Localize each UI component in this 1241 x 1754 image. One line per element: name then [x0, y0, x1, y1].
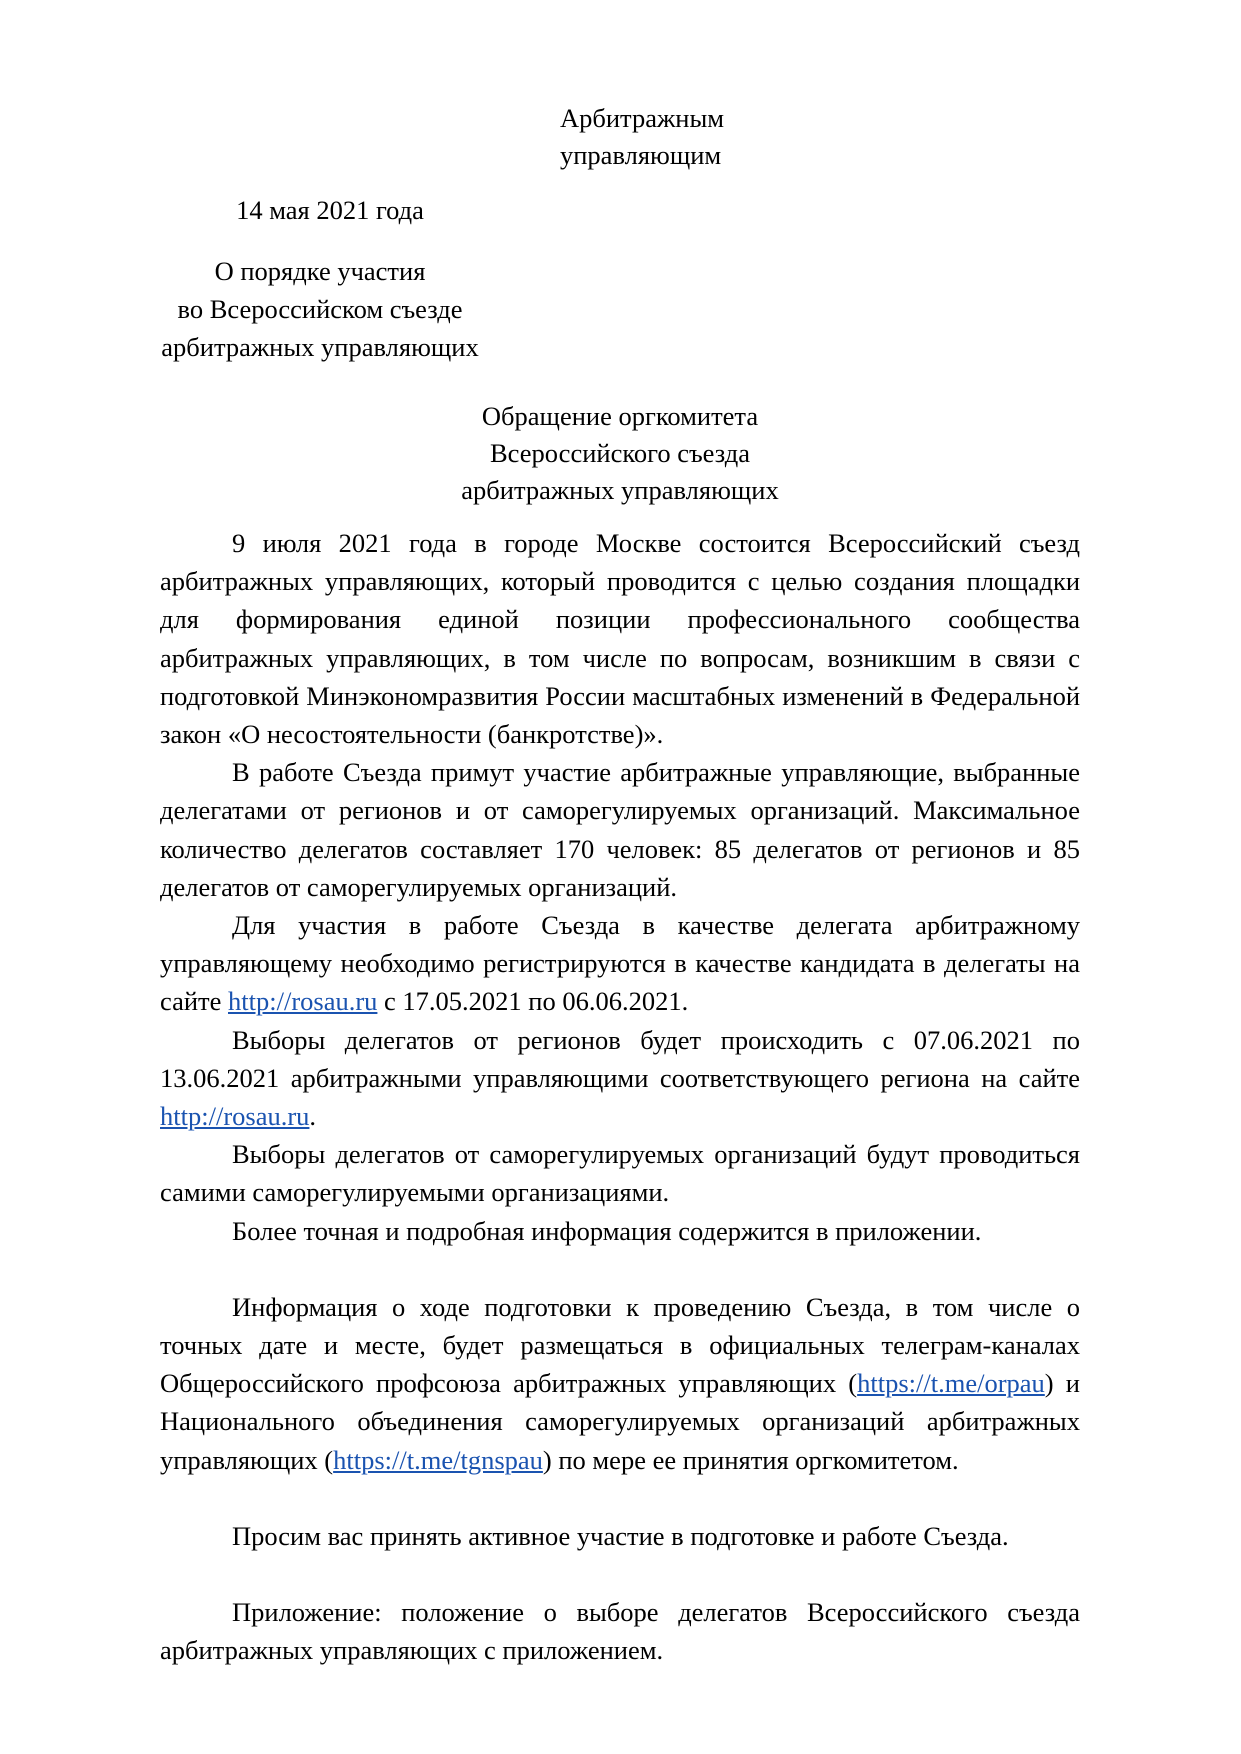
addressee-line-1: Арбитражным	[560, 103, 725, 133]
subject-block	[110, 252, 530, 366]
title-line-1: Обращение оргкомитета	[481, 401, 759, 431]
paragraph-4-text-before: Выборы делегатов от регионов будет происходить с 07.06.2021 по 13.06.2021 арбитражными управляющими соответствующего региона на сайте	[160, 1024, 1080, 1093]
subject-line-2: во Всероссийском съезде	[177, 294, 463, 324]
addressee-block	[560, 100, 920, 174]
paragraph-3-text-after: с 17.05.2021 по 06.06.2021.	[377, 986, 689, 1017]
paragraph-8: Просим вас принять активное участие в подготовке и работе Съезда.	[232, 1520, 1009, 1551]
paragraph-7-text-1: Информация о ходе подготовки к проведению Съезда, в том числе о точных дате и месте, будет размещаться в официальных телеграм-каналах Общероссийского профсоюза арбитражных управляющих (	[160, 1291, 1080, 1399]
subject-line-1: О порядке участия	[214, 256, 426, 286]
subject-line-3: арбитражных управляющих	[161, 332, 479, 362]
paragraph-7-text-3: ) по мере ее принятия оргкомитетом.	[542, 1444, 959, 1475]
paragraph-2: В работе Съезда примут участие арбитражные управляющие, выбранные делегатами от регионов и от саморегулируемых организаций. Максимальное количество делегатов составляет 170 человек: 85 делегатов от регионов и 85 делегатов от саморегулируемых организаций.	[160, 757, 1080, 902]
paragraph-7-text-2: ) и Национального объединения саморегулируемых организаций арбитражных управляющих (	[160, 1368, 1080, 1475]
document-date: 14 мая 2021 года	[236, 195, 424, 225]
paragraph-1: 9 июля 2021 года в городе Москве состоится Всероссийский съезд арбитражных управляющих, который проводится с целью создания площадки для формирования единой позиции профессионального сообщества арбитражных управляющих, в том числе по вопросам, возникшим в связи с подготовкой Минэкономразвития России масштабных изменений в Федеральной закон «О несостоятельности (банкротстве)».	[160, 528, 1080, 750]
paragraph-7	[160, 1288, 1080, 1479]
paragraph-9: Приложение: положение о выборе делегатов Всероссийского съезда арбитражных управляющих с приложением.	[160, 1597, 1080, 1666]
title-line-2: Всероссийского съезда	[490, 438, 750, 468]
rosau-link-1[interactable]: http://rosau.ru	[228, 986, 378, 1017]
telegram-tgnspau-link[interactable]: https://t.me/tgnspau	[333, 1444, 543, 1475]
document-body	[160, 524, 1080, 1669]
page-title	[160, 398, 1080, 509]
paragraph-spacer-3	[160, 1555, 1080, 1593]
paragraph-spacer-1	[160, 1250, 1080, 1288]
addressee-line-2: управляющим	[560, 140, 722, 170]
title-line-3: арбитражных управляющих	[461, 475, 779, 505]
paragraph-4-text-after: .	[309, 1101, 317, 1132]
paragraph-5: Выборы делегатов от саморегулируемых организаций будут проводиться самими саморегулируемыми организациями.	[160, 1139, 1080, 1208]
paragraph-spacer-2	[160, 1479, 1080, 1517]
telegram-orpau-link[interactable]: https://t.me/orpau	[857, 1368, 1045, 1399]
paragraph-4	[160, 1021, 1080, 1136]
rosau-link-2[interactable]: http://rosau.ru	[160, 1101, 310, 1132]
paragraph-3-text-before: Для участия в работе Съезда в качестве делегата арбитражному управляющему необходимо регистрируются в качестве кандидата в делегаты на сайте	[160, 910, 1080, 1017]
paragraph-6: Более точная и подробная информация содержится в приложении.	[232, 1215, 982, 1246]
paragraph-3	[160, 906, 1080, 1021]
